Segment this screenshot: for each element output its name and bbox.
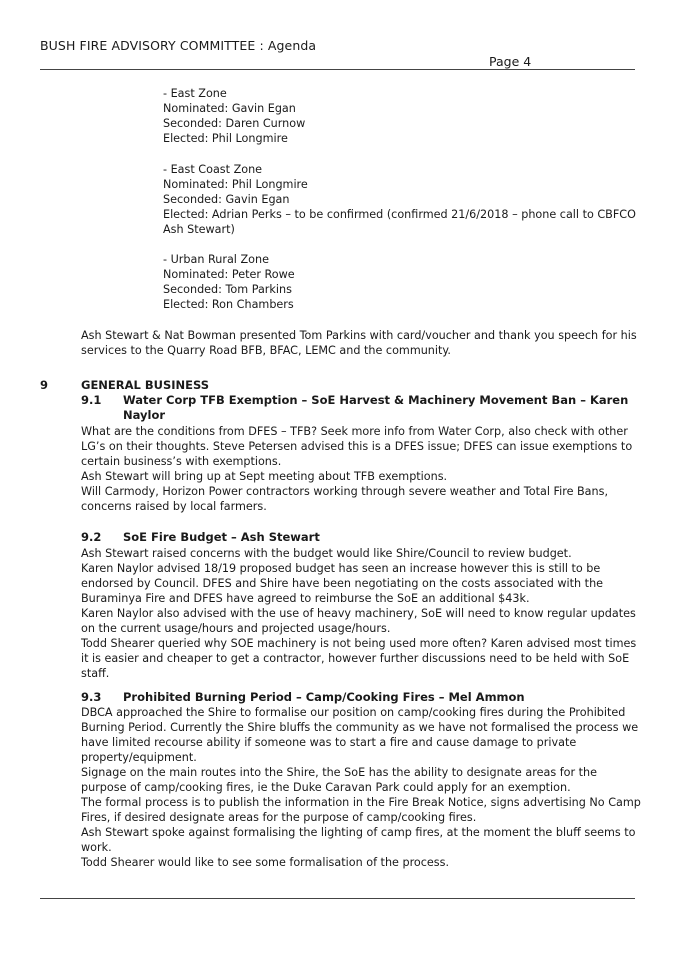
item-9-3-line: property/equipment.: [81, 751, 197, 764]
page-number: Page 4: [489, 54, 532, 69]
header-divider: [40, 69, 635, 70]
item-9-2-line: it is easier and cheaper to get a contractor, however further discussions need to be held with SoE: [81, 652, 630, 665]
presentation-line: services to the Quarry Road BFB, BFAC, LEMC and the community.: [81, 344, 451, 357]
item-9-2-line: Todd Shearer queried why SOE machinery is not being used more often? Karen advised most times: [81, 637, 637, 650]
item-9-3-line: have limited recourse ability if someone was to start a fire and cause damage to private: [81, 736, 577, 749]
item-9-1-line: LG’s on their thoughts. Steve Petersen advised this is a DFES issue; DFES can issue exemptions to: [81, 440, 633, 453]
item-9-1-line: What are the conditions from DFES – TFB? Seek more info from Water Corp, also check with other: [81, 425, 628, 438]
zone-east-nominated: Nominated: Gavin Egan: [163, 102, 296, 115]
zone-urbanrural-elected: Elected: Ron Chambers: [163, 298, 294, 311]
zone-eastcoast-seconded: Seconded: Gavin Egan: [163, 193, 290, 206]
item-title-cont: Naylor: [123, 408, 166, 422]
item-9-3-line: The formal process is to publish the information in the Fire Break Notice, signs advertising No Camp: [81, 796, 641, 809]
item-9-1-line: Will Carmody, Horizon Power contractors working through severe weather and Total Fire Bans,: [81, 485, 609, 498]
item-9-3-line: work.: [81, 841, 112, 854]
zone-urbanrural-nominated: Nominated: Peter Rowe: [163, 268, 295, 281]
item-9-1-line: certain business’s with exemptions.: [81, 455, 282, 468]
item-9-1-heading: [81, 393, 641, 423]
item-9-3-line: Todd Shearer would like to see some formalisation of the process.: [81, 856, 450, 869]
item-9-2-line: Karen Naylor advised 18/19 proposed budget has seen an increase however this is still to be: [81, 562, 601, 575]
zone-urbanrural-seconded: Seconded: Tom Parkins: [163, 283, 292, 296]
item-9-2-line: Ash Stewart raised concerns with the budget would like Shire/Council to review budget.: [81, 547, 572, 560]
item-title: Prohibited Burning Period – Camp/Cooking Fires – Mel Ammon: [123, 690, 525, 704]
item-9-3-line: Ash Stewart spoke against formalising the lighting of camp fires, at the moment the bluff seems to: [81, 826, 636, 839]
item-9-2-line: endorsed by Council. DFES and Shire have been negotiating on the costs associated with the: [81, 577, 604, 590]
item-9-3-line: Signage on the main routes into the Shire, the SoE has the ability to designate areas for the: [81, 766, 598, 779]
zone-eastcoast-elected-cont: Ash Stewart): [163, 223, 235, 236]
item-number: 9.1: [81, 393, 102, 407]
item-9-3-line: Fires, if desired designate areas for the purpose of camp/cooking fires.: [81, 811, 477, 824]
item-9-3-line: DBCA approached the Shire to formalise our position on camp/cooking fires during the Prohibited: [81, 706, 626, 719]
item-9-1-line: Ash Stewart will bring up at Sept meeting about TFB exemptions.: [81, 470, 448, 483]
section-title: GENERAL BUSINESS: [81, 378, 210, 392]
item-9-2-heading: [81, 530, 641, 545]
zone-east-elected: Elected: Phil Longmire: [163, 132, 288, 145]
zone-eastcoast-elected: Elected: Adrian Perks – to be confirmed (confirmed 21/6/2018 – phone call to CBFCO: [163, 208, 636, 221]
footer-divider: [40, 898, 635, 899]
item-number: 9.3: [81, 690, 102, 704]
item-9-3-heading: [81, 690, 641, 705]
item-title: SoE Fire Budget – Ash Stewart: [123, 530, 320, 544]
item-9-2-line: on the current usage/hours and projected usage/hours.: [81, 622, 391, 635]
presentation-line: Ash Stewart & Nat Bowman presented Tom Parkins with card/voucher and thank you speech for his: [81, 329, 637, 342]
zone-eastcoast-name: - East Coast Zone: [163, 163, 263, 176]
zone-east-name: - East Zone: [163, 87, 227, 100]
section-number: 9: [40, 378, 49, 392]
item-9-1-line: concerns raised by local farmers.: [81, 500, 267, 513]
item-9-3-line: Burning Period. Currently the Shire bluffs the community as we have not formalised the process we: [81, 721, 639, 734]
item-9-2-line: Karen Naylor also advised with the use of heavy machinery, SoE will need to know regular updates: [81, 607, 636, 620]
item-9-2-line: staff.: [81, 667, 110, 680]
item-9-2-line: Buraminya Fire and DFES have agreed to reimburse the SoE an additional $43k.: [81, 592, 530, 605]
zone-east-seconded: Seconded: Daren Curnow: [163, 117, 306, 130]
item-9-3-line: purpose of camp/cooking fires, ie the Duke Caravan Park could apply for an exemption.: [81, 781, 571, 794]
document-header-title: BUSH FIRE ADVISORY COMMITTEE : Agenda: [40, 38, 317, 53]
item-title: Water Corp TFB Exemption – SoE Harvest & Machinery Movement Ban – Karen: [123, 393, 629, 407]
item-number: 9.2: [81, 530, 102, 544]
zone-eastcoast-nominated: Nominated: Phil Longmire: [163, 178, 308, 191]
zone-urbanrural-name: - Urban Rural Zone: [163, 253, 269, 266]
